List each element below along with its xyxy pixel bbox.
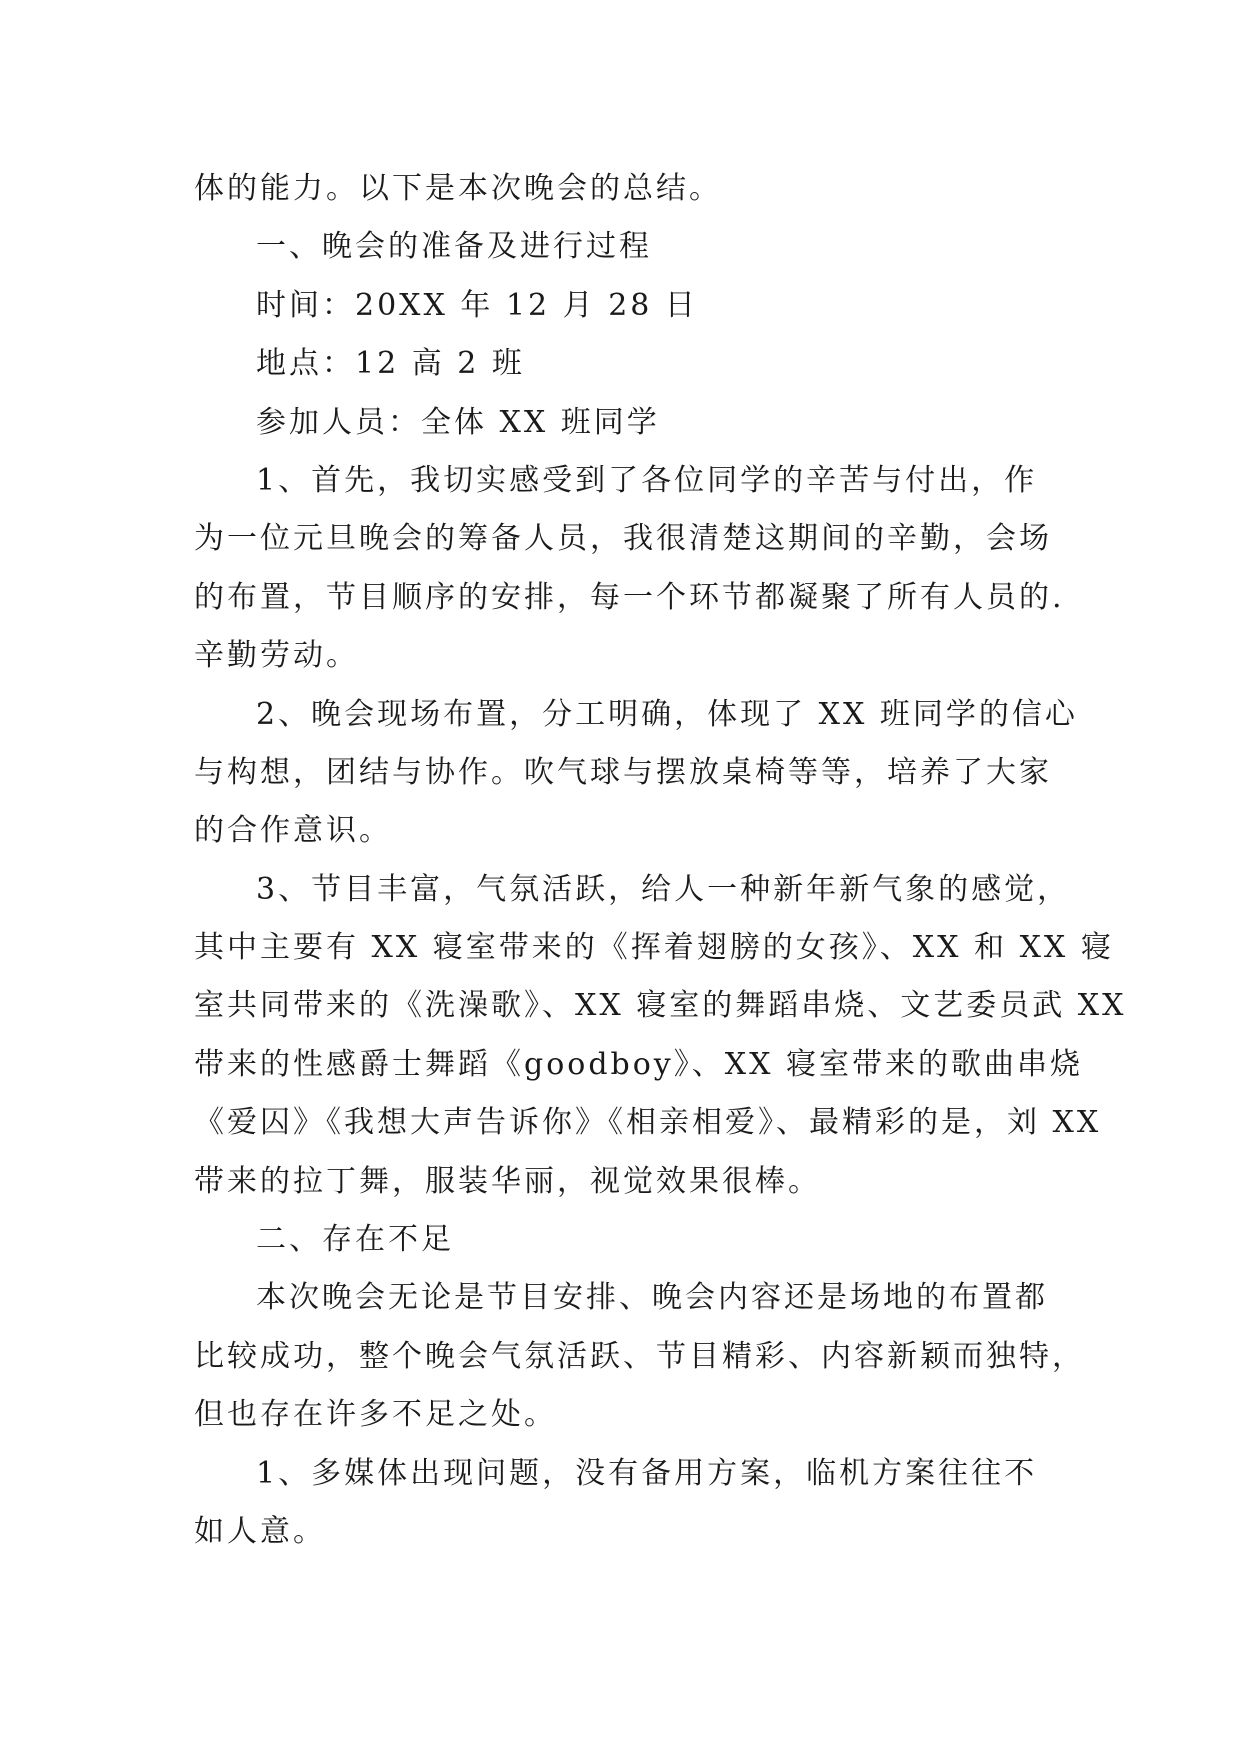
text-line: 比较成功，整个晚会气氛活跃、节目精彩、内容新颖而独特，: [194, 1338, 1085, 1374]
event-time: 时间：20XX 年 12 月 28 日: [256, 287, 698, 323]
section-heading: 二、存在不足: [256, 1222, 454, 1258]
text-line: 的布置，节目顺序的安排，每一个环节都凝聚了所有人员的.: [194, 579, 1065, 615]
text-line: 室共同带来的《洗澡歌》、XX 寝室的舞蹈串烧、文艺委员武 XX: [194, 988, 1127, 1024]
text-line: 但也存在许多不足之处。: [194, 1397, 557, 1433]
text-line: 与构想，团结与协作。吹气球与摆放桌椅等等，培养了大家: [194, 754, 1052, 790]
text-line: 带来的拉丁舞，服装华丽，视觉效果很棒。: [194, 1163, 821, 1199]
text-line: 如人意。: [194, 1513, 326, 1549]
event-location: 地点：12 高 2 班: [256, 346, 525, 382]
text-line: 1、首先，我切实感受到了各位同学的辛苦与付出，作: [256, 462, 1038, 498]
text-line: 《爱囚》《我想大声告诉你》《相亲相爱》、最精彩的是，刘 XX: [194, 1105, 1102, 1141]
section-heading: 一、晚会的准备及进行过程: [256, 229, 652, 265]
event-participants: 参加人员：全体 XX 班同学: [256, 404, 660, 440]
text-line: 其中主要有 XX 寝室带来的《挥着翅膀的女孩》、XX 和 XX 寝: [194, 930, 1114, 966]
text-line: 体的能力。以下是本次晚会的总结。: [194, 171, 722, 206]
text-line: 带来的性感爵士舞蹈《goodboy》、XX 寝室带来的歌曲串烧: [194, 1046, 1083, 1082]
text-line: 1、多媒体出现问题，没有备用方案，临机方案往往不: [256, 1455, 1038, 1491]
text-line: 3、节目丰富，气氛活跃，给人一种新年新气象的感觉，: [256, 871, 1071, 907]
text-line: 本次晚会无论是节目安排、晚会内容还是场地的布置都: [256, 1280, 1048, 1316]
text-line: 2、晚会现场布置，分工明确，体现了 XX 班同学的信心: [256, 696, 1078, 732]
document-body: [194, 160, 1127, 1561]
text-line: 为一位元旦晚会的筹备人员，我很清楚这期间的辛勤，会场: [194, 521, 1052, 557]
text-line: 的合作意识。: [194, 813, 392, 849]
text-line: 辛勤劳动。: [194, 638, 359, 674]
